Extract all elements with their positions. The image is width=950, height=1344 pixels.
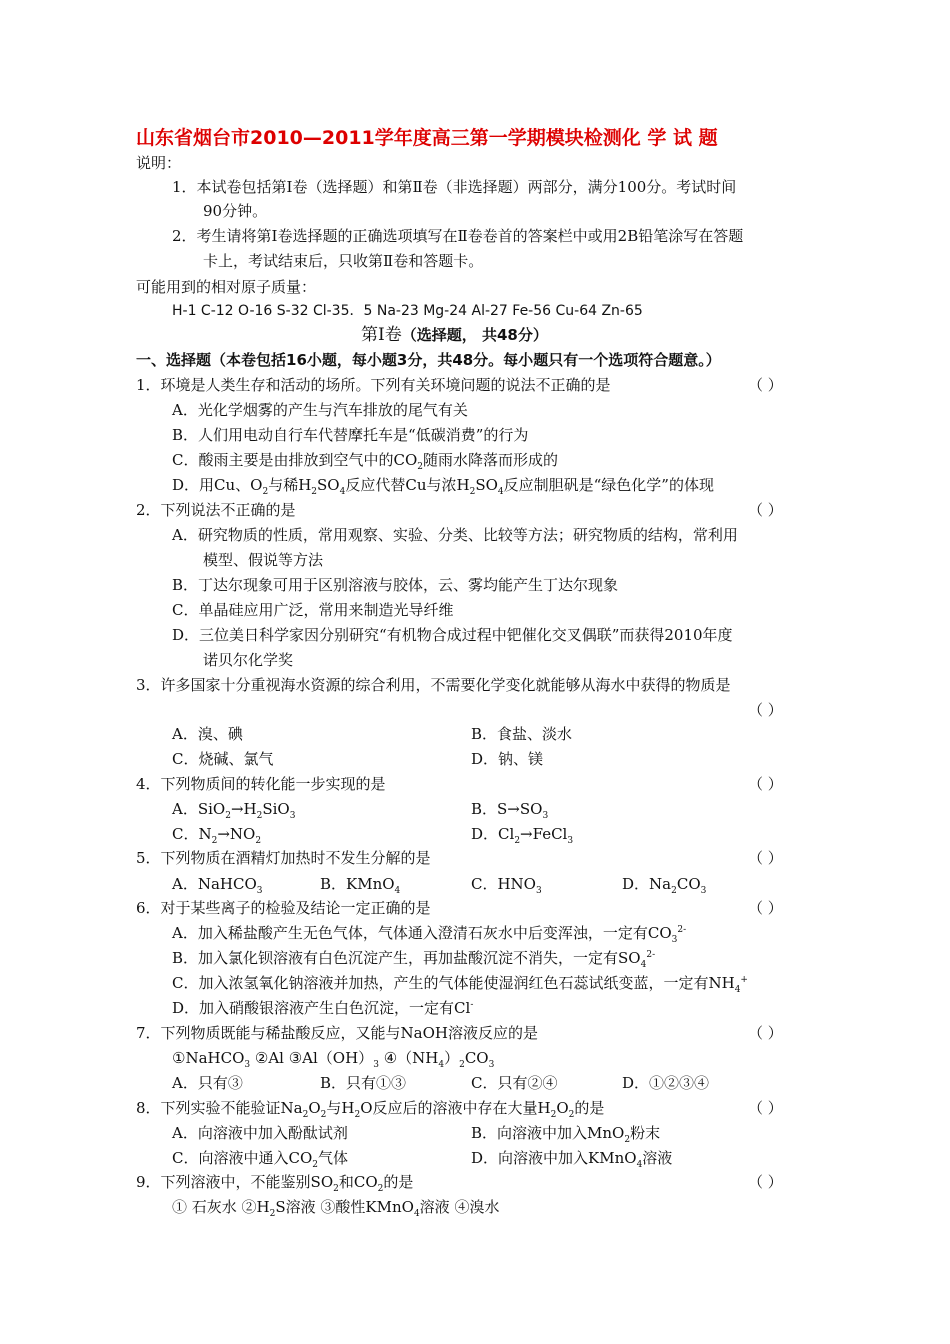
q4-option-a: A．$SiO_2\to H_2SiO_3$ [172, 800, 296, 821]
intro-item: 2．考生请将第Ⅰ卷选择题的正确选项填写在Ⅱ卷卷首的答案栏中或用2B铅笔涂写在答题 [172, 227, 744, 245]
answer-paren[interactable]: （ ） [748, 701, 783, 719]
answer-paren[interactable]: （ ） [748, 1099, 783, 1117]
q7-option-b: B．只有①③ [320, 1074, 407, 1092]
answer-paren[interactable]: （ ） [748, 376, 783, 394]
question-7-stem: 7．下列物质既能与稀盐酸反应，又能与NaOH溶液反应的是 [136, 1024, 538, 1042]
q8-option-d: D．向溶液中加入KMnO$_4$溶液 [471, 1149, 673, 1170]
q5-option-a: A．NaHCO$_3$ [172, 875, 263, 896]
q7-option-d: D．①②③④ [622, 1074, 710, 1092]
q5-option-d: D．$Na_2CO_3$ [622, 875, 707, 896]
q2-option-d: D．三位美日科学家因分别研究“有机物合成过程中钯催化交叉偶联”而获得2010年度 [172, 626, 733, 644]
intro-item: 卡上，考试结束后，只收第Ⅱ卷和答题卡。 [203, 252, 484, 270]
question-6-stem: 6．对于某些离子的检验及结论一定正确的是 [136, 899, 431, 917]
q7-option-c: C．只有②④ [471, 1074, 558, 1092]
q6-option-b: B．加入氯化钡溶液有白色沉淀产生，再加盐酸沉淀不消失，一定有$SO_4^{2-}$ [172, 949, 656, 970]
q7-option-a: A．只有③ [172, 1074, 243, 1092]
answer-paren[interactable]: （ ） [748, 501, 783, 519]
q6-option-d: D．加入硝酸银溶液产生白色沉淀，一定有Cl- [172, 999, 474, 1017]
section-title: 第Ⅰ卷 [361, 325, 402, 345]
q1-option-a: A．光化学烟雾的产生与汽车排放的尾气有关 [172, 401, 468, 419]
q3-option-d: D．钠、镁 [471, 750, 544, 768]
q4-option-d: D．$Cl_2\to FeCl_3$ [471, 825, 574, 846]
intro-item: 90分钟。 [203, 202, 268, 220]
q1-option-b: B．人们用电动自行车代替摩托车是“低碳消费”的行为 [172, 426, 529, 444]
q4-option-b: B．$S\to SO_3$ [471, 800, 549, 821]
q3-option-b: B．食盐、淡水 [471, 725, 573, 743]
mass-label: 可能用到的相对原子质量： [136, 278, 317, 296]
q1-option-d: D．用Cu、$O_2$与稀$H_2SO_4$反应代替Cu与浓$H_2SO_4$反应制胆矾是“绿色化学”的体现 [172, 476, 714, 497]
question-5-stem: 5．下列物质在酒精灯加热时不发生分解的是 [136, 849, 431, 867]
q8-option-a: A．向溶液中加入酚酞试剂 [172, 1124, 348, 1142]
q1-option-c: C．酸雨主要是由排放到空气中的$CO_2$随雨水降落而形成的 [172, 451, 559, 472]
question-4-stem: 4．下列物质间的转化能一步实现的是 [136, 775, 386, 793]
section-instruction: 一、选择题（本卷包括16小题，每小题3分，共48分。每小题只有一个选项符合题意。） [136, 351, 721, 369]
q4-option-c: C．$N_2\to NO_2$ [172, 825, 262, 846]
q3-option-a: A．溴、碘 [172, 725, 243, 743]
q2-option-d-cont: 诺贝尔化学奖 [203, 651, 294, 669]
answer-paren[interactable]: （ ） [748, 899, 783, 917]
q3-option-c: C．烧碱、氯气 [172, 750, 274, 768]
question-3-stem: 3．许多国家十分重视海水资源的综合利用，不需要化学变化就能够从海水中获得的物质是 [136, 676, 731, 694]
question-1-stem: 1．环境是人类生存和活动的场所。下列有关环境问题的说法不正确的是 [136, 376, 611, 394]
section-heading [361, 325, 548, 345]
answer-paren[interactable]: （ ） [748, 1173, 783, 1191]
q8-option-b: B．向溶液中加入MnO$_2$粉末 [471, 1124, 661, 1145]
exam-title: 山东省烟台市2010—2011学年度高三第一学期模块检测化 学 试 题 [136, 127, 718, 149]
q2-option-c: C．单晶硅应用广泛，常用来制造光导纤维 [172, 601, 454, 619]
answer-paren[interactable]: （ ） [748, 849, 783, 867]
q2-option-b: B．丁达尔现象可用于区别溶液与胶体，云、雾均能产生丁达尔现象 [172, 576, 619, 594]
q6-option-a: A．加入稀盐酸产生无色气体，气体通入澄清石灰水中后变浑浊，一定有$CO_3^{2-}$ [172, 924, 687, 945]
q5-option-c: C．$HNO_3$ [471, 875, 542, 896]
q2-option-a-cont: 模型、假说等方法 [203, 551, 324, 569]
question-9-stem: 9．下列溶液中，不能鉴别$SO_2$和$CO_2$的是 [136, 1173, 414, 1194]
intro-label: 说明： [136, 154, 182, 172]
atomic-masses: H-1 C-12 O-16 S-32 Cl-35．5 Na-23 Mg-24 Al-27 Fe-56 Cu-64 Zn-65 [172, 303, 643, 319]
answer-paren[interactable]: （ ） [748, 1024, 783, 1042]
intro-item: 1．本试卷包括第Ⅰ卷（选择题）和第Ⅱ卷（非选择题）两部分，满分100分。考试时间 [172, 178, 737, 196]
q8-option-c: C．向溶液中通入$CO_2$气体 [172, 1149, 349, 1170]
q7-substances: ①NaHCO$_3$ ②Al $③Al(OH)_3$ $④(NH_4)_2CO_3$ [172, 1049, 495, 1070]
q5-option-b: B．KMnO$_4$ [320, 875, 401, 896]
question-8-stem: 8．下列实验不能验证$Na_2O_2$与$H_2O$反应后的溶液中存在大量$H_2O_2$的是 [136, 1099, 605, 1120]
answer-paren[interactable]: （ ） [748, 775, 783, 793]
question-2-stem: 2．下列说法不正确的是 [136, 501, 296, 519]
q2-option-a: A．研究物质的性质，常用观察、实验、分类、比较等方法；研究物质的结构，常利用 [172, 526, 738, 544]
q6-option-c: C．加入浓氢氧化钠溶液并加热，产生的气体能使湿润红色石蕊试纸变蓝，一定有$NH_4^+$ [172, 974, 748, 995]
q9-substances: ① 石灰水 $②H_2S$溶液 ③酸性KMnO$_4$溶液 ④溴水 [172, 1198, 500, 1219]
section-note: （选择题， 共48分） [401, 326, 548, 344]
